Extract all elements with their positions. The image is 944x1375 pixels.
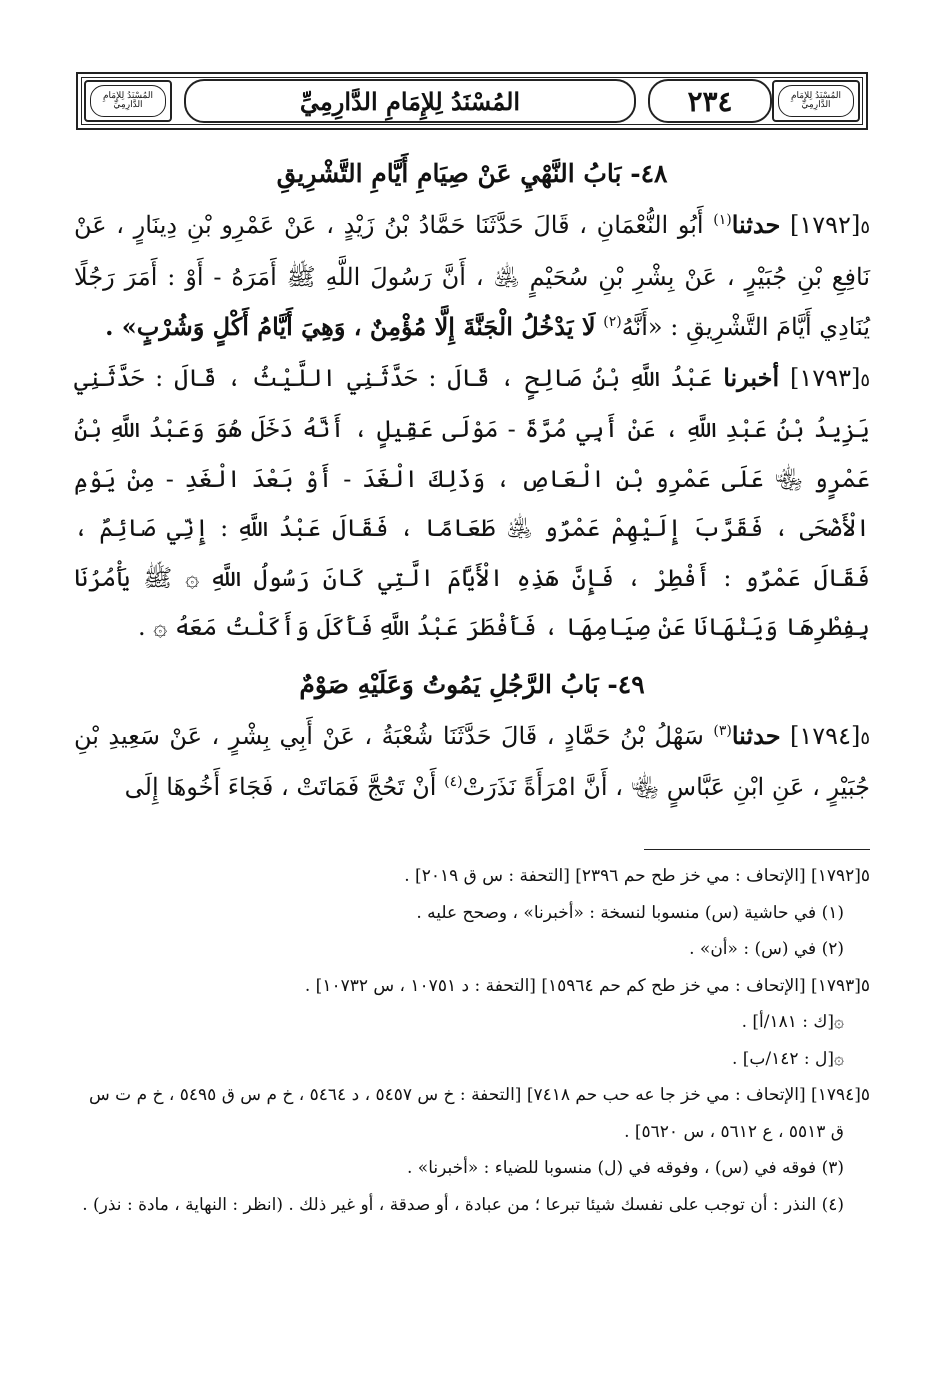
- hadith-lead: حدثنا: [731, 210, 781, 239]
- hadith-marker: ٥: [860, 727, 870, 749]
- footnote: (٢) في (س) : «أن» .: [689, 939, 844, 959]
- hadith-text: أَبُو النُّعْمَانِ ، قَالَ حَدَّثَنَا حَمَّادُ بْنُ زَيْدٍ ، عَنْ عَمْرِو بْنِ دِينَارٍ ، عَنْ نَافِعِ بْنِ جُبَيْرٍ ، عَنْ بِشْرِ بْنِ سُحَيْمٍ ﵁ ، أَنَّ رَسُولَ اللَّهِ ﷺ أَمَرَهُ - أَوْ : أَمَرَ رَجُلًا يُنَادِي أَيَّامَ التَّشْرِيقِ : «أَنَّهُ: [74, 211, 870, 341]
- footnote: (٤) النذر : أن توجب على نفسك شيئا تبرعا ؛ من عبادة ، أو صدقة ، أو غير ذلك . (انظر : النهاية ، مادة : نذر) .: [82, 1194, 844, 1215]
- page-number: ٢٣٤: [648, 79, 772, 123]
- hadith-1793: [74, 353, 870, 653]
- footnote-divider: [644, 849, 870, 850]
- hadith-1794: [74, 711, 870, 813]
- footnote: ٥[١٧٩٢] [الإتحاف : مي خز طح حم ٢٣٩٦] [التحفة : س ق ٢٠١٩] .: [404, 866, 870, 886]
- footnote: ۞[ل : ١٤٢/ب] .: [731, 1048, 844, 1069]
- hadith-1792: [74, 200, 870, 353]
- page-header: [76, 72, 868, 130]
- footnote: (١) في حاشية (س) منسوبا لنسخة : «أخبرنا» ، وصحح عليه .: [416, 902, 844, 923]
- hadith-text-quote: لَا يَدْخُلُ الْجَنَّةَ إِلَّا مُؤْمِنٌ ، وَهِيَ أَيَّامُ أَكْلٍ وَشُرْبٍ» .: [105, 312, 596, 341]
- ornament-text: المُسْنَدُ لِلإِمَامِ الدَّارِمِيِّ: [778, 85, 854, 117]
- footnote: ٥[١٧٩٣] [الإتحاف : مي خز طح كم حم ١٥٩٦٤] [التحفة : د ١٠٧٥١ ، س ١٠٧٣٢] .: [304, 975, 870, 996]
- hadith-number: [١٧٩٤]: [790, 721, 861, 750]
- footnote-ref: (٣): [713, 722, 732, 739]
- hadith-marker: ٥: [860, 217, 870, 238]
- hadith-lead: أخبرنا: [723, 362, 780, 392]
- footnote: ۞[ك : ١٨١/أ] .: [741, 1012, 844, 1032]
- hadith-text: عَبْدُ اللَّهِ بْنُ صَالِحٍ ، قَالَ : حَدَّثَنِي اللَّيْثُ ، قَالَ : حَدَّثَنِي يَزِيدُ بْنُ عَبْدِ اللَّهِ ، عَنْ أَبِي مُرَّةَ - مَوْلَى عَقِيلٍ ، أَنَّهُ دَخَلَ هُوَ وَعَبْدُ اللَّهِ بْنُ عَمْرٍو ﵄ عَلَى عَمْرِو بْنِ الْعَاصِ ، وَذَلِكَ الْغَدَ - أَوْ بَعْدَ الْغَدِ - مِنْ يَوْمِ الْأَضْحَى ، فَقَرَّبَ إِلَيْهِمْ عَمْرٌو ﵁ طَعَامًا ، فَقَالَ عَبْدُ اللَّهِ : إِنِّي صَائِمٌ ، فَقَالَ عَمْرٌو : أَفْطِرْ ، فَإِنَّ هَذِهِ الْأَيَّامَ الَّتِي كَانَ رَسُولُ اللَّهِ ۞ ﷺ يَأْمُرُنَا بِفِطْرِهَا وَيَنْهَانَا عَنْ صِيَامِهَا ، فَأَفْطَرَ عَبْدُ اللَّهِ فَأَكَلَ وَأَكَلْتُ مَعَهُ ۞ .: [74, 363, 871, 641]
- hadith-text: سَهْلُ بْنُ حَمَّادٍ ، قَالَ حَدَّثَنَا شُعْبَةُ ، عَنْ أَبِي بِشْرٍ ، عَنْ سَعِيدِ بْنِ جُبَيْرٍ ، عَنِ ابْنِ عَبَّاسٍ ﵄ ، أَنَّ امْرَأَةً نَذَرَتْ: [74, 721, 870, 801]
- footnote-ref: (٢): [603, 314, 622, 330]
- ornament-left: [84, 80, 172, 122]
- hadith-number: [١٧٩٢]: [790, 211, 861, 239]
- hadith-marker: ٥: [860, 369, 870, 391]
- footnote: ٥[١٧٩٤] [الإتحاف : مي خز جا عه حب حم ٧٤١٨] [التحفة : خ س ٥٤٥٧ ، د ٥٤٦٤ ، خ م س ق ٥٤٩٥ ، خ م ت س ق ٥٥١٣ ، ع ٥٦١٢ ، س ٥٦٢٠] .: [89, 1085, 870, 1142]
- running-title: المُسْنَدُ لِلإِمَامِ الدَّارِمِيِّ: [184, 79, 636, 123]
- hadith-text-end: أَنْ تَحُجَّ فَمَاتَتْ ، فَجَاءَ أَخُوهَا إِلَى: [124, 773, 437, 801]
- hadith-number: [١٧٩٣]: [790, 363, 861, 392]
- chapter-title: ٤٩- بَابُ الرَّجُلِ يَمُوتُ وَعَلَيْهِ صَوْمٌ: [299, 669, 645, 699]
- chapter-title: ٤٨- بَابُ النَّهْيِ عَنْ صِيَامِ أَيَّامِ التَّشْرِيقِ: [276, 159, 668, 188]
- ornament-text-left: المُسْنَدُ لِلإِمَامِ الدَّارِمِيِّ: [90, 85, 166, 117]
- ornament-right: [772, 80, 860, 122]
- footnote-ref: (١): [713, 212, 732, 228]
- footnotes: [74, 858, 870, 1223]
- footnote-ref: (٤): [444, 774, 463, 790]
- main-text: [74, 148, 870, 813]
- hadith-lead: حدثنا: [731, 720, 781, 750]
- footnote: (٣) فوقه في (س) ، وفوقه في (ل) منسوبا للضياء : «أخبرنا» .: [406, 1158, 844, 1178]
